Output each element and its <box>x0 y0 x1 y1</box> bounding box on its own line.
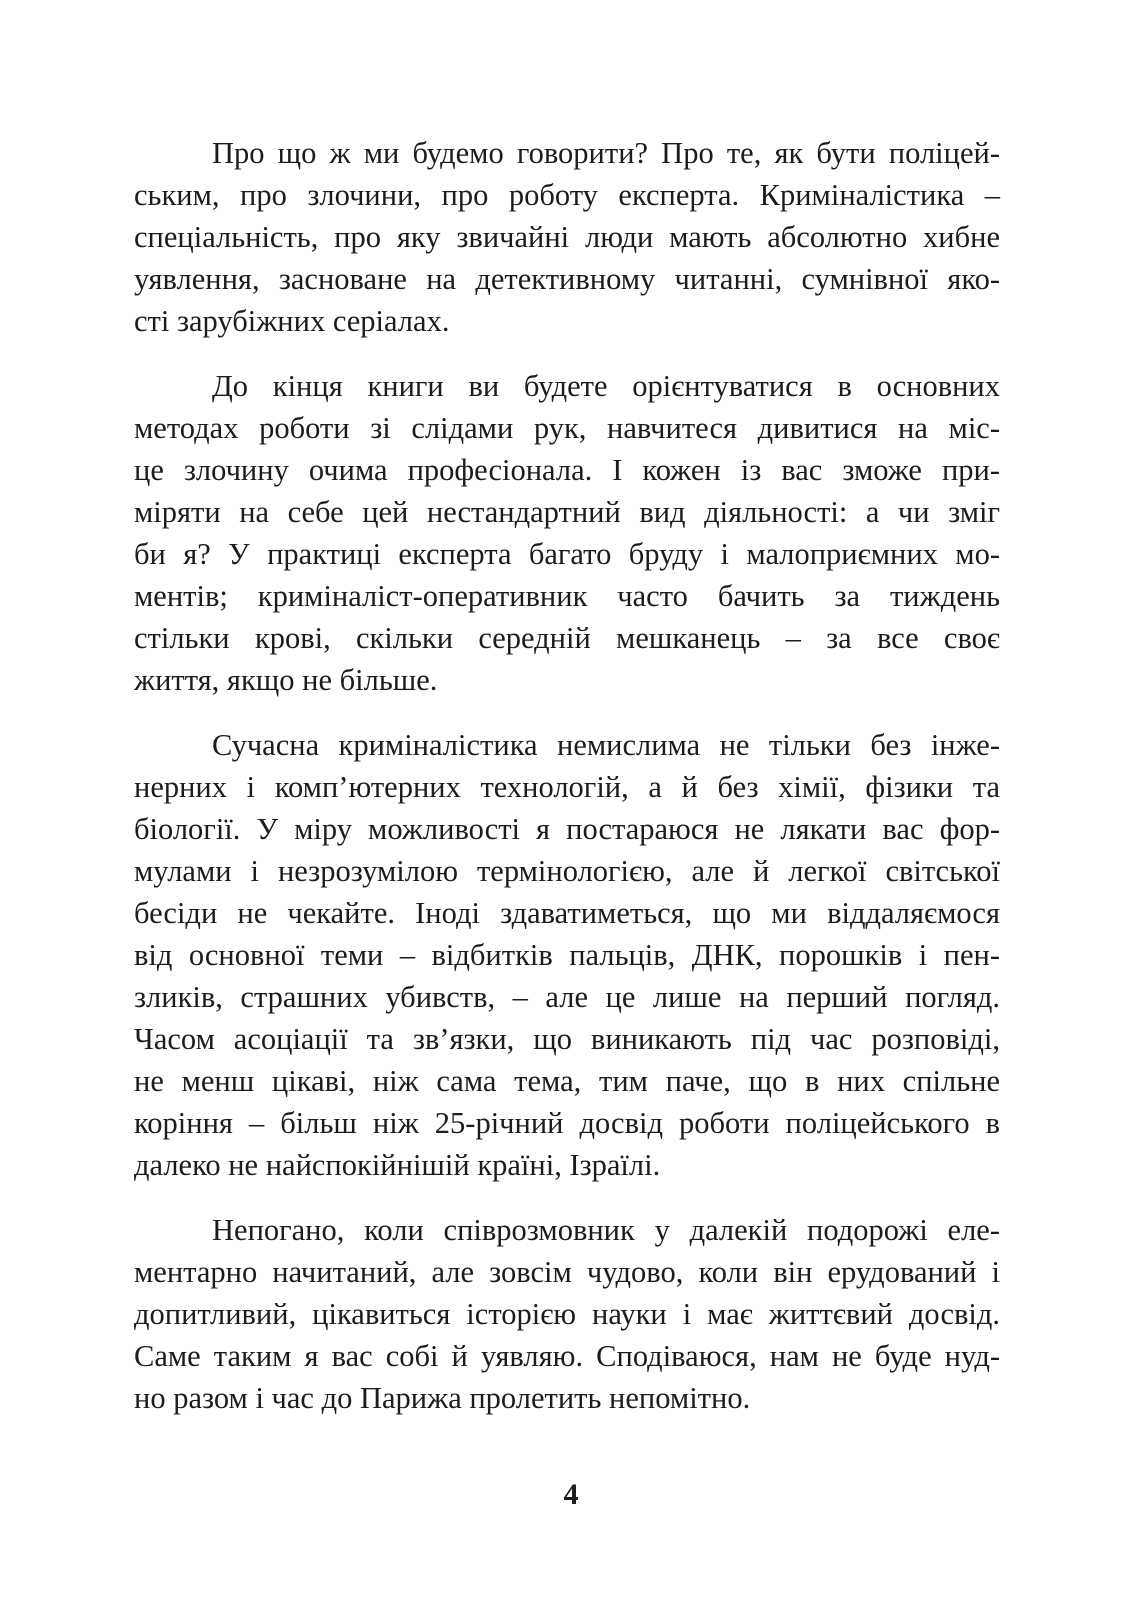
paragraph <box>134 365 1000 701</box>
paragraph <box>134 132 1000 342</box>
text-line: До кінця книги ви будете орієнтуватися в основних <box>212 369 1000 403</box>
text-line: но разом і час до Парижа пролетить непомітно. <box>134 1381 751 1415</box>
text-line: біології. У міру можливості я постараюся не лякати вас фор- <box>134 812 1000 846</box>
text-line: мулами і незрозумілою термінологією, але й легкої світської <box>134 854 1000 888</box>
text-line: ським, про злочини, про роботу експерта. Криміналістика – <box>134 178 1000 212</box>
paragraph <box>134 1209 1000 1419</box>
text-line: бесіди не чекайте. Іноді здаватиметься, що ми віддаляємося <box>134 896 1000 930</box>
text-line: ментів; криміналіст-оперативник часто бачить за тиждень <box>134 579 1000 613</box>
text-line: Часом асоціації та зв’язки, що виникають під час розповіді, <box>134 1022 1000 1056</box>
text-line: допитливий, цікавиться історією науки і має життєвий досвід. <box>134 1297 1000 1331</box>
text-line: сті зарубіжних серіалах. <box>134 304 450 338</box>
text-line: міряти на себе цей нестандартний вид діяльності: а чи зміг <box>134 495 1000 529</box>
text-line: ментарно начитаний, але зовсім чудово, коли він ерудований і <box>134 1255 1000 1289</box>
text-line: стільки крові, скільки середній мешканець – за все своє <box>134 621 1000 655</box>
text-line: далеко не найспокійнішій країні, Ізраїлі. <box>134 1148 661 1182</box>
text-line: не менш цікаві, ніж сама тема, тим паче, що в них спільне <box>134 1064 1000 1098</box>
text-line: би я? У практиці експерта багато бруду і малоприємних мо- <box>134 537 1000 571</box>
page-number: 4 <box>563 1478 579 1511</box>
text-line: Саме таким я вас собі й уявляю. Сподіваюся, нам не буде нуд- <box>134 1339 1000 1373</box>
text-line: уявлення, засноване на детективному читанні, сумнівної яко- <box>134 262 1000 296</box>
body-text <box>134 132 1000 1442</box>
text-line: це злочину очима професіонала. І кожен із вас зможе при- <box>134 453 1000 487</box>
text-line: життя, якщо не більше. <box>134 663 438 697</box>
text-line: Сучасна криміналістика немислима не тільки без інже- <box>212 728 1000 762</box>
text-line: методах роботи зі слідами рук, навчитеся дивитися на міс- <box>134 411 1000 445</box>
text-line: коріння – більш ніж 25-річний досвід роботи поліцейського в <box>134 1106 1000 1140</box>
paragraph <box>134 724 1000 1186</box>
text-line: Непогано, коли співрозмовник у далекій подорожі еле- <box>212 1213 1000 1247</box>
text-line: від основної теми – відбитків пальців, ДНК, порошків і пен- <box>134 938 1000 972</box>
text-line: зликів, страшних убивств, – але це лише на перший погляд. <box>134 980 1000 1014</box>
text-line: спеціальність, про яку звичайні люди мають абсолютно хибне <box>134 220 1000 254</box>
text-line: нерних і комп’ютерних технологій, а й без хімії, фізики та <box>134 770 1000 804</box>
text-line: Про що ж ми будемо говорити? Про те, як бути поліцей- <box>212 136 1000 170</box>
